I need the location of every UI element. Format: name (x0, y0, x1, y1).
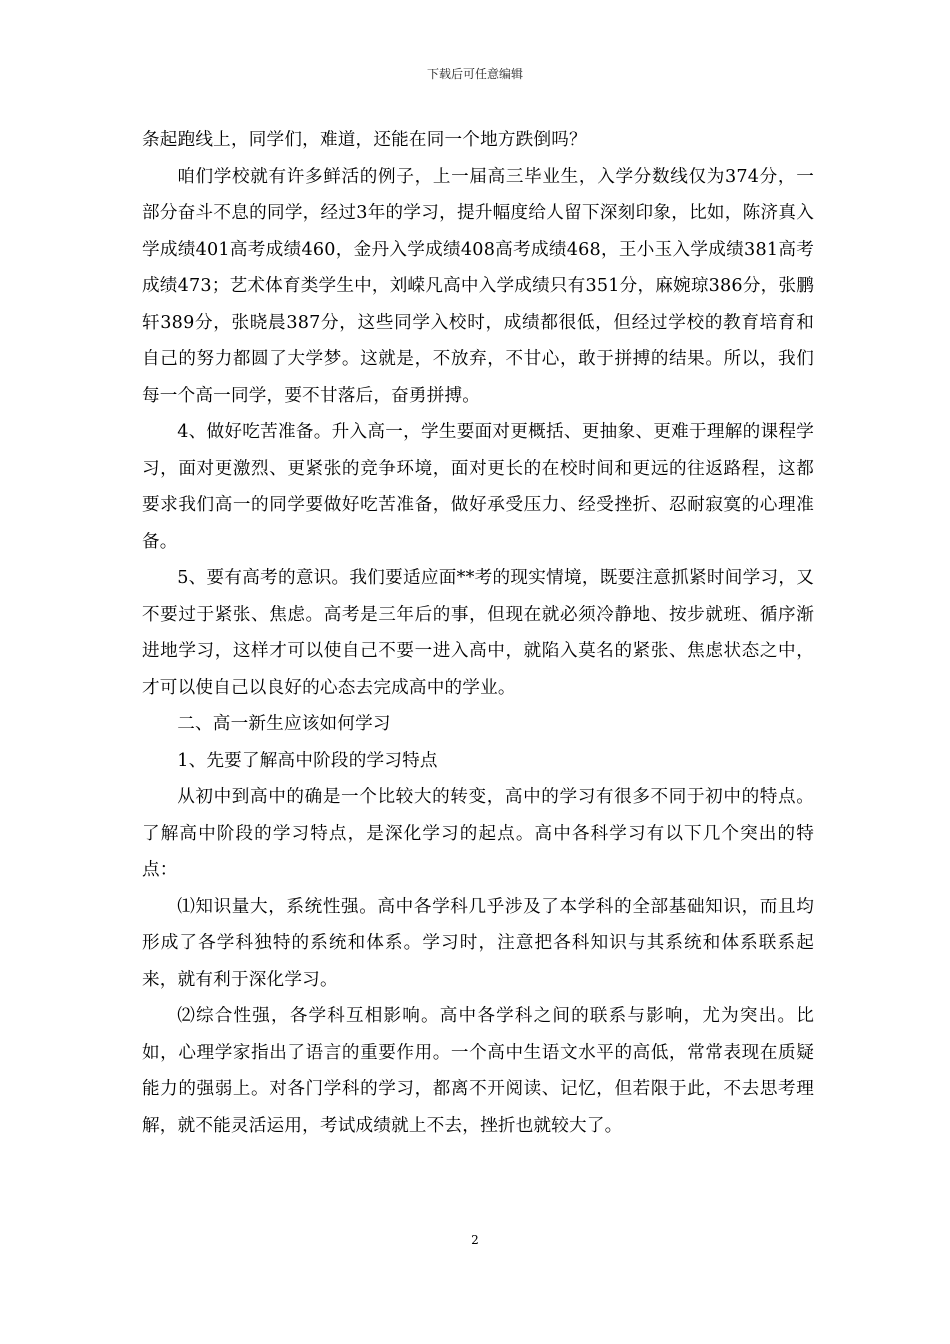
subsection-heading: 1、先要了解高中阶段的学习特点 (177, 750, 438, 771)
paragraph-9: ⑵综合性强，各学科互相影响。高中各学科之间的联系与影响，尤为突出。比如，心理学家指出了语言的重要作用。一个高中生语文水平的高低，常常表现在质疑能力的强弱上。对各门学科的学习，都离不开阅读、记忆，但若限于此，不去思考理解，就不能灵活运用，考试成绩就上不去，挫折也就较大了。 (142, 1006, 814, 1136)
paragraph-8: ⑴知识量大，系统性强。高中各学科几乎涉及了本学科的全部基础知识，而且均形成了各学科独特的系统和体系。学习时，注意把各科知识与其系统和体系联系起来，就有利于深化学习。 (142, 896, 814, 990)
page-header: 下载后可任意编辑 (426, 67, 523, 81)
paragraph-7: 从初中到高中的确是一个比较大的转变，高中的学习有很多不同于初中的特点。了解高中阶段的学习特点，是深化学习的起点。高中各科学习有以下几个突出的特点： (142, 787, 814, 880)
paragraph-4: 5、要有高考的意识。我们要适应面**考的现实情境，既要注意抓紧时间学习，又不要过于紧张、焦虑。高考是三年后的事，但现在就必须冷静地、按步就班、循序渐进地学习，这样才可以使自己不要一进入高中，就陷入莫名的紧张、焦虑状态之中，才可以使自己以良好的心态去完成高中的学业。 (142, 568, 814, 698)
paragraph-1: 条起跑线上，同学们，难道，还能在同一个地方跌倒吗？ (142, 130, 587, 150)
document-body (142, 122, 814, 1144)
paragraph-3: 4、做好吃苦准备。升入高一，学生要面对更概括、更抽象、更难于理解的课程学习，面对更激烈、更紧张的竞争环境，面对更长的在校时间和更远的往返路程，这都要求我们高一的同学要做好吃苦准备，做好承受压力、经受挫折、忍耐寂寞的心理准备。 (142, 422, 814, 552)
page-number: 2 (471, 1233, 479, 1247)
section-heading: 二、高一新生应该如何学习 (177, 714, 391, 734)
paragraph-2: 咱们学校就有许多鲜活的例子，上一届高三毕业生，入学分数线仅为374分，一部分奋斗不息的同学，经过3年的学习，提升幅度给人留下深刻印象，比如，陈济真入学成绩401高考成绩460，金丹入学成绩408高考成绩468，王小玉入学成绩381高考成绩473；艺术体育类学生中，刘嵘凡高中入学成绩只有351分，麻婉琼386分，张鹏轩389分，张晓晨387分，这些同学入校时，成绩都很低，但经过学校的教育培育和自己的努力都圆了大学梦。这就是，不放弃，不甘心，敢于拼搏的结果。所以，我们每一个高一同学，要不甘落后，奋勇拼搏。 (142, 166, 814, 406)
